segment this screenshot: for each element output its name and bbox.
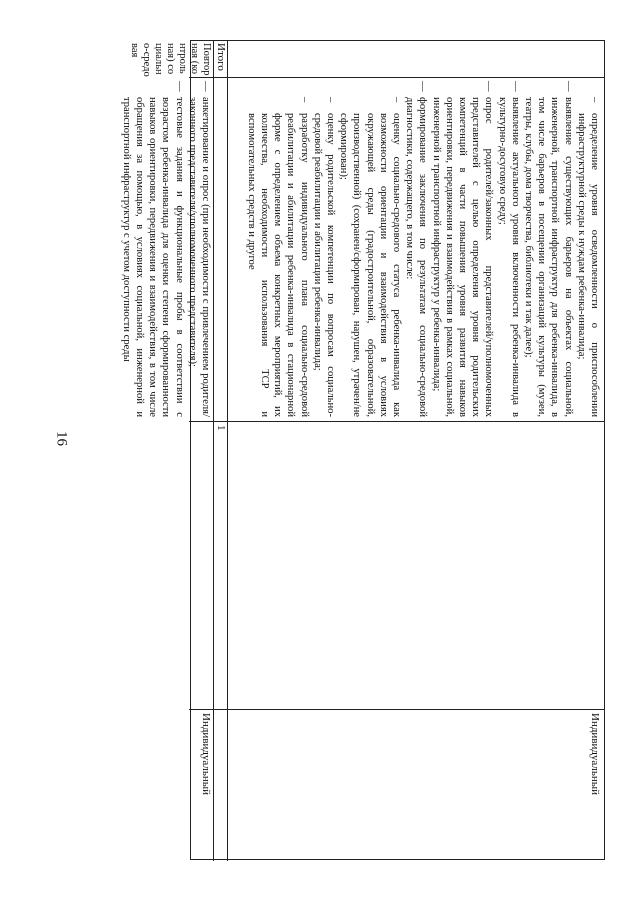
list-item-text: формирование заключения по результатам социально-средовой диагностики, содержащего, в том числе: [404, 97, 429, 417]
section2-type-label: Повторная (контрольная) социально-средовая [129, 43, 212, 77]
services-table [120, 40, 605, 860]
column-divider-1 [189, 77, 604, 78]
section1-type: Индивидуальный [589, 713, 601, 795]
section2-type: Индивидуальный [200, 713, 212, 795]
list-dash: — [173, 81, 185, 92]
itogo-value: 1 [215, 425, 227, 431]
column-divider-3 [189, 709, 604, 710]
row-divider-itogo-top [227, 41, 228, 861]
column-divider-2 [189, 421, 604, 422]
section2-content [120, 81, 212, 417]
list-dash: — [483, 81, 495, 92]
page-number: 16 [53, 431, 70, 446]
list-dash: – [324, 97, 336, 103]
section1-content [245, 81, 601, 417]
section1-item [337, 81, 403, 417]
list-dash: – [390, 97, 402, 103]
list-dash: — [200, 81, 211, 92]
list-item-text: опрос родителей/законных представителей/уполномоченных представителей с целью определения уровня родительских компетенций в части повышения уровня развития навыков ориентировки, передвижения и взаимодействия в рамках социальной, инженерной и транспортной инфраструктур у ребенка-инвалида; [430, 97, 495, 417]
rotated-page-content [120, 40, 605, 860]
list-dash: – [589, 97, 600, 103]
section1-item [245, 81, 311, 417]
section1-item [495, 81, 521, 417]
list-dash: – [298, 97, 310, 103]
list-item-text: анкетирование и опрос (при необходимости с привлечением родителя/законного представителя/уполномоченного представителя); [186, 97, 211, 417]
list-item-text: тестовые задания и функциональные пробы в соответствии с возрастом ребенка-инвалида для оценки степени сформированности навыков ориентировки, передвижения и взаимодействия, в том числе обращения за помощью, в условиях социальной, инженерной и транспортной инфраструктур с учетом доступности среды [120, 97, 185, 417]
itogo-label: Итого [215, 43, 227, 71]
list-item-text: оценку социально-средового статуса ребенка-инвалида как возможности ориентации и взаимодействия в условиях окружающей среды (градостроительной, образовательной, производственной) (сохранен/сформирован, нарушен, утрачен/не сформирован); [338, 113, 402, 417]
section1-item [403, 81, 429, 417]
section1-item [429, 81, 495, 417]
list-dash: — [417, 81, 429, 92]
section1-item [311, 81, 337, 417]
list-item-text: оценку родительской компетенции по вопросам социально-средовой реабилитации и абилитации ребенка-инвалида; [311, 113, 336, 417]
section1-item [522, 81, 575, 417]
list-item-text: определение уровня осведомленности о приспособлении инфраструктурной среды к нуждам ребенка-инвалида; [575, 113, 600, 417]
section1-item [575, 81, 601, 417]
list-dash: — [562, 81, 574, 92]
list-item-text: выявление существующих барьеров на объектах социальной, инженерной, транспортной инфраструктур для ребенка-инвалида, в том числе барьеров в посещении организаций культуры (музеи, театры, клубы, дома творчества, библиотеки и так далее); [522, 97, 574, 417]
list-dash: — [509, 81, 521, 92]
list-item-text: выявление актуального уровня включенности ребенка-инвалида в культурно-досуговую среду; [496, 97, 521, 417]
section2-item [120, 81, 186, 417]
list-item-text: разработку индивидуального плана социально-средовой реабилитации и абилитации ребенка-инвалида в стационарной форме с определением объема конкретных мероприятий, их количества, необходимости использования ТСР и вспомогательных средств и другое [245, 113, 310, 417]
section2-item [186, 81, 212, 417]
